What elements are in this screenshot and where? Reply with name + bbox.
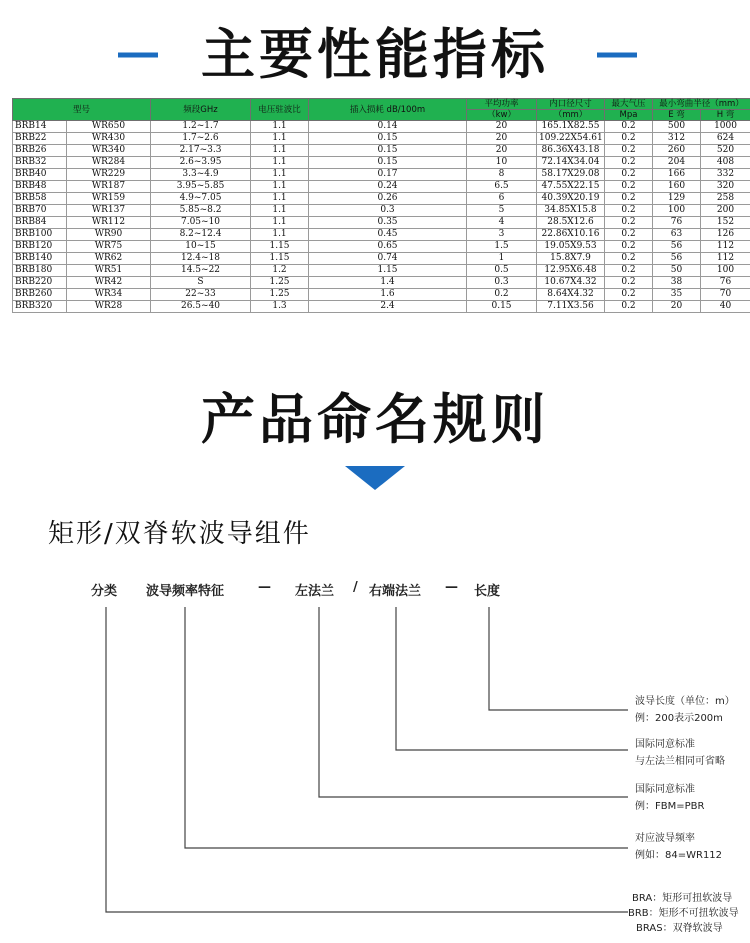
table-cell: 3.95~5.85 — [151, 181, 251, 193]
table-cell: 0.24 — [309, 181, 467, 193]
table-cell: 10 — [467, 157, 537, 169]
table-cell: 72.14X34.04 — [537, 157, 605, 169]
table-cell: 2.17~3.3 — [151, 145, 251, 157]
table-cell: 0.2 — [467, 289, 537, 301]
table-cell: 40.39X20.19 — [537, 193, 605, 205]
table-cell: 1.15 — [309, 265, 467, 277]
table-cell: BRB220 — [13, 277, 67, 289]
table-cell: BRB140 — [13, 253, 67, 265]
note-left-flange — [635, 783, 704, 814]
table-cell: 19.05X9.53 — [537, 241, 605, 253]
table-cell: BRB22 — [13, 133, 67, 145]
table-cell: 47.55X22.15 — [537, 181, 605, 193]
table-cell: 160 — [653, 181, 701, 193]
note-left-line1: 国际同意标准 — [635, 784, 695, 795]
table-cell: 0.2 — [605, 217, 653, 229]
col-header-vswr: 电压驻波比 — [251, 99, 309, 121]
table-cell: 22.86X10.16 — [537, 229, 605, 241]
table-cell: S — [151, 277, 251, 289]
table-cell: 1.1 — [251, 145, 309, 157]
table-cell: 0.3 — [309, 205, 467, 217]
table-cell: 258 — [701, 193, 750, 205]
table-cell: 7.05~10 — [151, 217, 251, 229]
table-cell: 2.4 — [309, 301, 467, 313]
table-cell: 0.15 — [309, 157, 467, 169]
table-cell: 35 — [653, 289, 701, 301]
table-cell: BRB58 — [13, 193, 67, 205]
table-cell: 0.3 — [467, 277, 537, 289]
table-cell: BRB120 — [13, 241, 67, 253]
table-cell: 1.3 — [251, 301, 309, 313]
table-cell: 1.15 — [251, 241, 309, 253]
table-cell: WR340 — [67, 145, 151, 157]
table-cell: 1.1 — [251, 169, 309, 181]
note-cat-line3: BRAS：双脊软波导 — [636, 923, 723, 934]
table-cell: 109.22X54.61 — [537, 133, 605, 145]
segment-left-flange: 左法兰 — [295, 584, 335, 599]
table-cell: 3 — [467, 229, 537, 241]
table-cell: 1.2~1.7 — [151, 121, 251, 133]
table-cell: 0.2 — [605, 145, 653, 157]
table-cell: 0.2 — [605, 289, 653, 301]
table-cell: 0.65 — [309, 241, 467, 253]
table-cell: 200 — [701, 205, 750, 217]
table-cell: 0.2 — [605, 265, 653, 277]
table-cell: 0.26 — [309, 193, 467, 205]
col-header-model: 型号 — [13, 99, 151, 121]
table-cell: 100 — [701, 265, 750, 277]
segment-right-flange: 右端法兰 — [369, 584, 422, 599]
table-cell: 20 — [467, 121, 537, 133]
table-cell: 0.2 — [605, 157, 653, 169]
table-cell: 26.5~40 — [151, 301, 251, 313]
table-cell: 0.2 — [605, 253, 653, 265]
col-header-radius: 最小弯曲半径（mm） — [653, 99, 750, 110]
table-cell: 12.4~18 — [151, 253, 251, 265]
subheader-power-unit: （kw） — [467, 110, 537, 121]
subheader-pressure-unit: Mpa — [605, 110, 653, 121]
table-cell: WR62 — [67, 253, 151, 265]
table-cell: 0.74 — [309, 253, 467, 265]
table-cell: 520 — [701, 145, 750, 157]
col-header-size: 内口径尺寸 — [537, 99, 605, 110]
table-cell: 20 — [467, 133, 537, 145]
table-cell: 10~15 — [151, 241, 251, 253]
table-cell: WR28 — [67, 301, 151, 313]
table-cell: 0.15 — [309, 145, 467, 157]
table-cell: 86.36X43.18 — [537, 145, 605, 157]
table-cell: 20 — [653, 301, 701, 313]
table-cell: 63 — [653, 229, 701, 241]
note-length-line1: 波导长度（单位：m） — [635, 696, 735, 707]
table-cell: BRB70 — [13, 205, 67, 217]
table-cell: 1.5 — [467, 241, 537, 253]
table-cell: WR430 — [67, 133, 151, 145]
table-cell: 204 — [653, 157, 701, 169]
table-cell: 14.5~22 — [151, 265, 251, 277]
table-cell: 1.1 — [251, 205, 309, 217]
table-cell: 1.1 — [251, 217, 309, 229]
col-header-power: 平均功率 — [467, 99, 537, 110]
table-cell: BRB48 — [13, 181, 67, 193]
connector-length — [489, 607, 628, 710]
table-cell: WR284 — [67, 157, 151, 169]
table-cell: 624 — [701, 133, 750, 145]
note-length — [635, 695, 735, 726]
table-cell: 0.45 — [309, 229, 467, 241]
table-cell: 0.2 — [605, 229, 653, 241]
table-cell: WR34 — [67, 289, 151, 301]
section-title-specs: 主要性能指标 — [201, 23, 549, 86]
table-cell: 56 — [653, 253, 701, 265]
table-cell: 0.14 — [309, 121, 467, 133]
table-cell: 1.1 — [251, 157, 309, 169]
table-cell: 76 — [653, 217, 701, 229]
table-cell: 112 — [701, 253, 750, 265]
table-cell: 50 — [653, 265, 701, 277]
note-category — [628, 891, 739, 936]
note-frequency — [635, 832, 722, 863]
table-cell: 4.9~7.05 — [151, 193, 251, 205]
table-cell: WR112 — [67, 217, 151, 229]
table-cell: BRB84 — [13, 217, 67, 229]
table-cell: BRB180 — [13, 265, 67, 277]
segment-slash: / — [353, 580, 358, 595]
subheader-size-unit: （mm） — [537, 110, 605, 121]
table-cell: 15.8X7.9 — [537, 253, 605, 265]
note-freq-line2: 例如：84=WR112 — [635, 850, 723, 861]
table-cell: 165.1X82.55 — [537, 121, 605, 133]
table-cell: 408 — [701, 157, 750, 169]
table-cell: BRB320 — [13, 301, 67, 313]
segment-dash-1: — — [258, 580, 271, 595]
col-header-pressure: 最大气压 — [605, 99, 653, 110]
table-cell: 70 — [701, 289, 750, 301]
table-cell: 312 — [653, 133, 701, 145]
table-cell: 0.2 — [605, 121, 653, 133]
table-cell: 260 — [653, 145, 701, 157]
col-header-band: 频段GHz — [151, 99, 251, 121]
table-cell: 1.2 — [251, 265, 309, 277]
table-cell: 129 — [653, 193, 701, 205]
table-cell: 0.2 — [605, 205, 653, 217]
table-cell: 1.1 — [251, 193, 309, 205]
table-cell: 2.6~3.95 — [151, 157, 251, 169]
table-cell: 1.25 — [251, 289, 309, 301]
table-cell: WR159 — [67, 193, 151, 205]
table-cell: 10.67X4.32 — [537, 277, 605, 289]
table-cell: WR51 — [67, 265, 151, 277]
table-cell: 0.15 — [309, 133, 467, 145]
table-cell: 1.15 — [251, 253, 309, 265]
table-cell: 0.17 — [309, 169, 467, 181]
table-cell: 500 — [653, 121, 701, 133]
table-cell: 20 — [467, 145, 537, 157]
table-cell: 1.6 — [309, 289, 467, 301]
note-cat-line2: BRB：矩形不可扭软波导 — [628, 908, 739, 919]
segment-dash-2: — — [445, 580, 458, 595]
table-cell: 3.3~4.9 — [151, 169, 251, 181]
table-cell: 4 — [467, 217, 537, 229]
table-cell: 0.2 — [605, 169, 653, 181]
table-cell: BRB100 — [13, 229, 67, 241]
connector-category — [106, 607, 628, 912]
table-cell: 12.95X6.48 — [537, 265, 605, 277]
table-cell: 1.1 — [251, 121, 309, 133]
table-cell: 1.1 — [251, 133, 309, 145]
table-cell: 0.2 — [605, 301, 653, 313]
table-cell: 0.2 — [605, 181, 653, 193]
table-cell: BRB26 — [13, 145, 67, 157]
table-cell: 34.85X15.8 — [537, 205, 605, 217]
note-length-line2: 例：200表示200m — [635, 713, 723, 724]
table-cell: 8.64X4.32 — [537, 289, 605, 301]
table-cell: BRB40 — [13, 169, 67, 181]
table-cell: 0.2 — [605, 133, 653, 145]
table-cell: 5 — [467, 205, 537, 217]
note-left-line2: 例：FBM=PBR — [635, 801, 705, 812]
table-cell: 166 — [653, 169, 701, 181]
table-cell: 5.85~8.2 — [151, 205, 251, 217]
table-cell: 0.2 — [605, 193, 653, 205]
note-right-line1: 国际同意标准 — [635, 739, 695, 750]
note-right-line2: 与左法兰相同可省略 — [635, 756, 725, 767]
table-cell: WR650 — [67, 121, 151, 133]
table-cell: WR137 — [67, 205, 151, 217]
table-cell: 0.2 — [605, 277, 653, 289]
connector-frequency — [185, 607, 628, 848]
table-cell: BRB14 — [13, 121, 67, 133]
table-cell: BRB260 — [13, 289, 67, 301]
note-cat-line1: BRA：矩形可扭软波导 — [632, 893, 733, 904]
table-cell: WR90 — [67, 229, 151, 241]
table-cell: 1.1 — [251, 181, 309, 193]
table-cell: 58.17X29.08 — [537, 169, 605, 181]
table-cell: 152 — [701, 217, 750, 229]
connector-right-flange — [396, 607, 628, 750]
note-freq-line1: 对应波导频率 — [635, 833, 695, 844]
table-cell: 40 — [701, 301, 750, 313]
segment-frequency: 波导频率特征 — [146, 584, 225, 599]
table-cell: 22~33 — [151, 289, 251, 301]
table-cell: 320 — [701, 181, 750, 193]
segment-category: 分类 — [91, 584, 118, 599]
table-cell: 38 — [653, 277, 701, 289]
table-cell: 6 — [467, 193, 537, 205]
table-cell: 112 — [701, 241, 750, 253]
table-cell: 8.2~12.4 — [151, 229, 251, 241]
col-header-loss: 插入损耗 dB/100m — [309, 99, 467, 121]
table-cell: 6.5 — [467, 181, 537, 193]
subheader-e-bend: E 弯 — [653, 110, 701, 121]
table-cell: WR75 — [67, 241, 151, 253]
table-cell: 0.35 — [309, 217, 467, 229]
naming-subtitle: 矩形/双脊软波导组件 — [48, 519, 311, 549]
table-cell: 0.2 — [605, 241, 653, 253]
connector-left-flange — [319, 607, 628, 797]
section-title-naming: 产品命名规则 — [201, 388, 549, 451]
table-cell: 28.5X12.6 — [537, 217, 605, 229]
table-cell: WR229 — [67, 169, 151, 181]
table-cell: 1.1 — [251, 229, 309, 241]
table-cell: 100 — [653, 205, 701, 217]
table-cell: 1.4 — [309, 277, 467, 289]
note-right-flange — [635, 738, 725, 769]
table-cell: 126 — [701, 229, 750, 241]
table-cell: 1000 — [701, 121, 750, 133]
segment-length: 长度 — [474, 584, 501, 599]
table-cell: BRB32 — [13, 157, 67, 169]
table-cell: 76 — [701, 277, 750, 289]
table-cell: 7.11X3.56 — [537, 301, 605, 313]
table-cell: 0.5 — [467, 265, 537, 277]
table-cell: 56 — [653, 241, 701, 253]
table-cell: 1.25 — [251, 277, 309, 289]
table-cell: WR42 — [67, 277, 151, 289]
table-cell: WR187 — [67, 181, 151, 193]
table-cell: 8 — [467, 169, 537, 181]
subheader-h-bend: H 弯 — [701, 110, 750, 121]
table-cell: 332 — [701, 169, 750, 181]
table-cell: 1 — [467, 253, 537, 265]
table-cell: 1.7~2.6 — [151, 133, 251, 145]
table-cell: 0.15 — [467, 301, 537, 313]
